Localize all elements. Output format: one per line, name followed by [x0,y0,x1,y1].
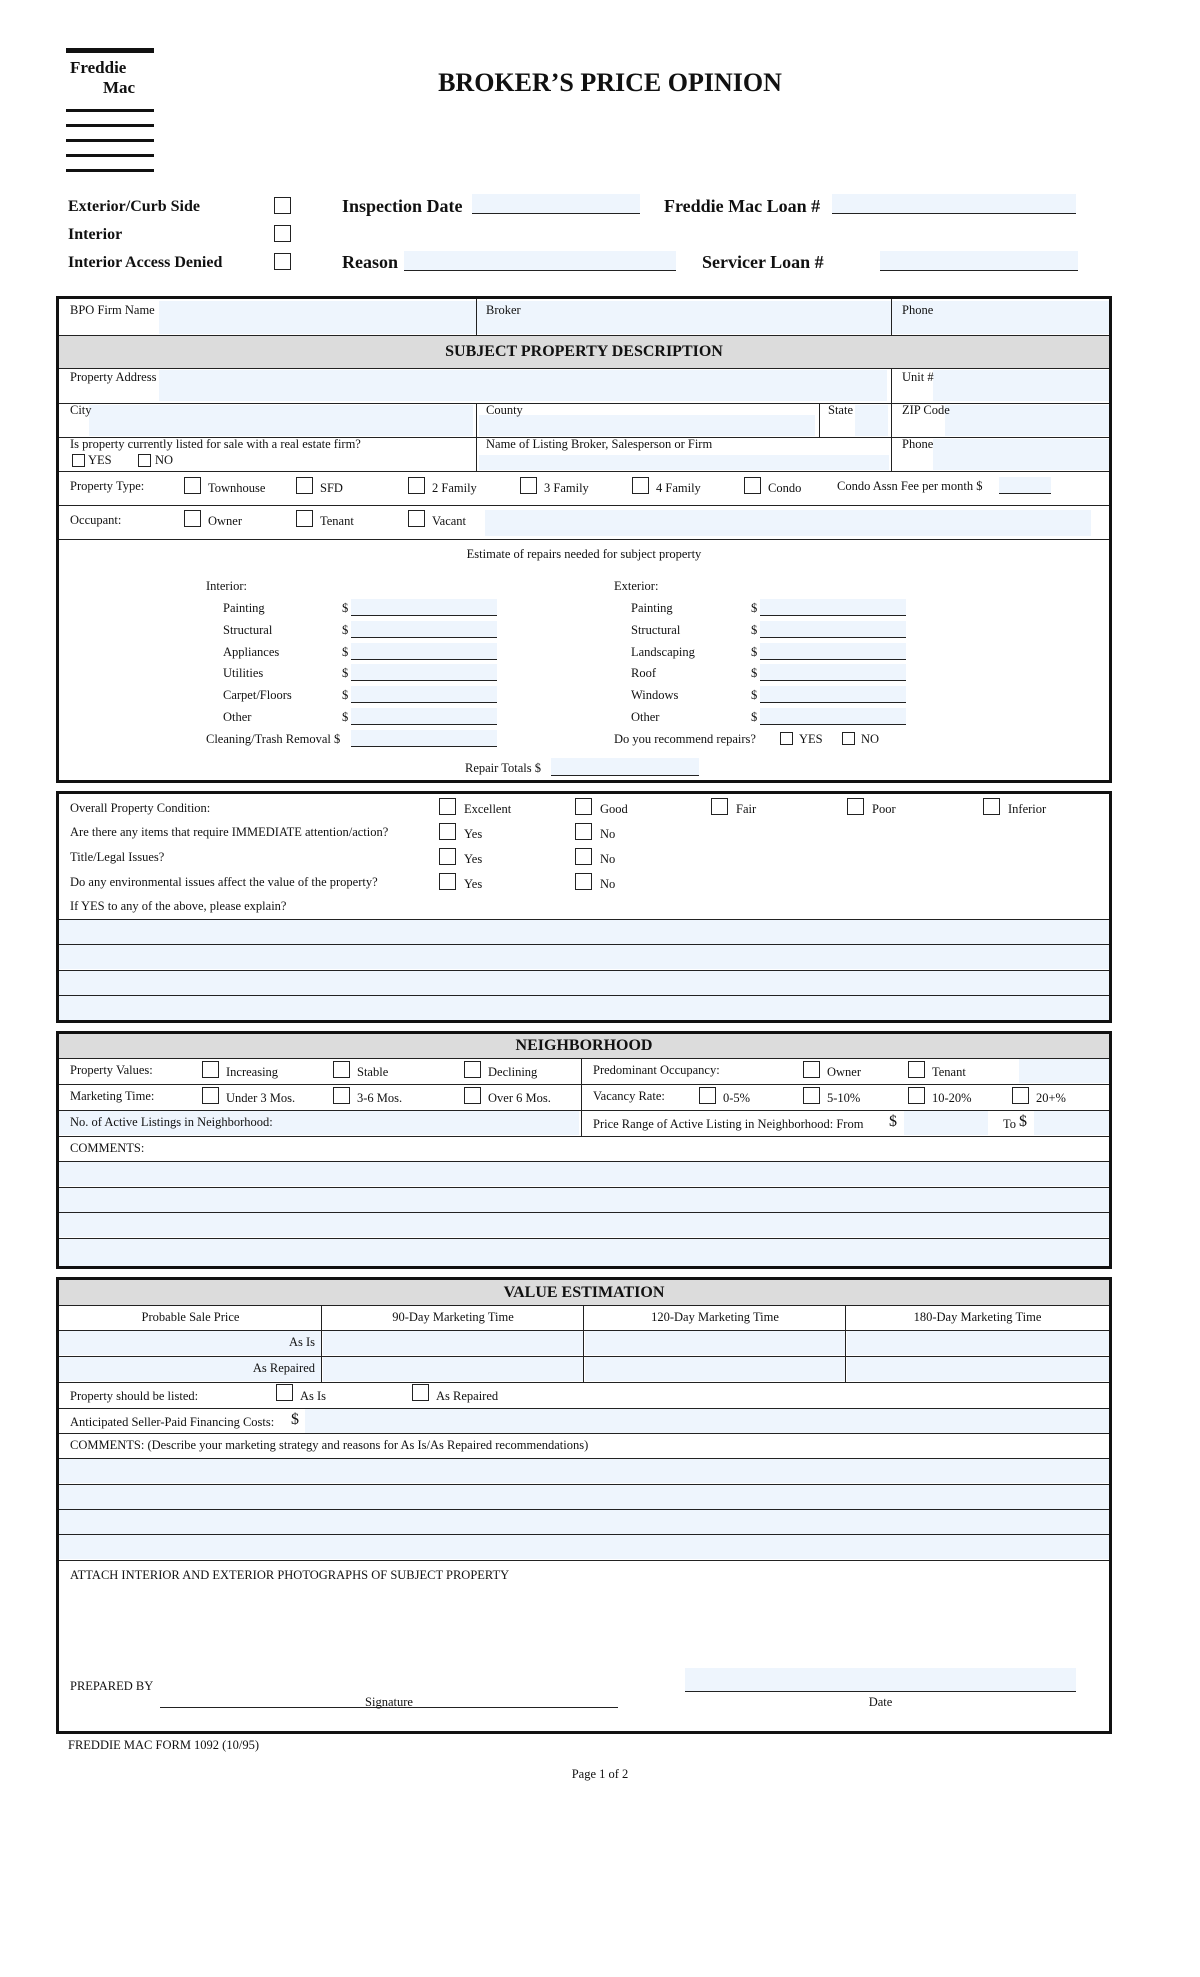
occupant-owner-label: Owner [208,514,243,528]
unit-field[interactable] [933,370,1109,401]
values-increasing-checkbox[interactable] [202,1061,219,1078]
ext-item-label: Structural [631,623,681,637]
type-4family-label: 4 Family [656,481,701,495]
condition-good-checkbox[interactable] [575,798,592,815]
type-4family-checkbox[interactable] [632,477,649,494]
listed-as-is-label: As Is [300,1389,327,1403]
immediate-yes-label: Yes [464,827,483,841]
dollar-sign: $ [751,623,758,637]
property-address-label: Property Address [70,370,157,384]
listed-as-repaired-label: As Repaired [436,1389,499,1403]
title-legal-question: Title/Legal Issues? [70,850,165,864]
ext-item-label: Other [631,710,660,724]
cleaning-field[interactable] [351,730,497,747]
condition-poor-checkbox[interactable] [847,798,864,815]
listed-as-repaired-checkbox[interactable] [412,1384,429,1401]
int-appliances-field[interactable] [351,643,497,660]
explain-line-4[interactable] [59,996,1109,1020]
listed-no-checkbox[interactable] [138,454,151,467]
dollar-sign: $ [751,710,758,724]
broker-label: Broker [486,303,521,317]
values-stable-label: Stable [357,1065,389,1079]
ext-item-label: Painting [631,601,673,615]
inspection-date-field[interactable] [472,194,640,214]
neighborhood-heading: NEIGHBORHOOD [59,1034,1109,1058]
int-item-label: Carpet/Floors [223,688,292,702]
unit-label: Unit # [902,370,934,384]
immediate-yes-checkbox[interactable] [439,823,456,840]
as-repaired-row-label: As Repaired [252,1361,315,1375]
recommend-repairs-label: Do you recommend repairs? [614,732,756,746]
ext-item-label: Roof [631,666,656,680]
dollar-sign: $ [342,601,349,615]
broker-field[interactable] [527,301,946,334]
vacancy-20plus-checkbox[interactable] [1012,1087,1029,1104]
cleaning-label: Cleaning/Trash Removal $ [206,732,341,746]
as-repaired-180-field[interactable] [847,1357,1109,1381]
servicer-loan-field[interactable] [880,251,1078,271]
condition-inferior-label: Inferior [1008,802,1047,816]
immediate-question: Are there any items that require IMMEDIATE attention/action? [70,825,389,839]
dollar-sign: $ [342,666,349,680]
price-from-dollar: $ [889,1113,897,1130]
price-to-label: To [1003,1117,1017,1131]
access-denied-label: Interior Access Denied [68,254,223,271]
price-to-field[interactable] [1034,1111,1109,1135]
listed-no-label: NO [155,453,174,467]
price-range-label: Price Range of Active Listing in Neighborhood: From [593,1117,864,1131]
col-90-day: 90-Day Marketing Time [392,1310,514,1324]
type-condo-checkbox[interactable] [744,477,761,494]
neighborhood-comments-label: COMMENTS: [70,1141,145,1155]
occupancy-owner-label: Owner [827,1065,862,1079]
date-label: Date [868,1695,893,1709]
neighborhood-comment-line-1[interactable] [59,1162,1109,1186]
int-item-label: Appliances [223,645,280,659]
ext-structural-field[interactable] [760,621,906,638]
city-label: City [70,403,92,417]
vacancy-20plus-label: 20+% [1036,1091,1066,1105]
type-condo-label: Condo [768,481,802,495]
interior-repairs-label: Interior: [206,579,247,593]
col-120-day: 120-Day Marketing Time [651,1310,779,1324]
ext-roof-field[interactable] [760,664,906,681]
phone-label: Phone [902,303,934,317]
type-townhouse-label: Townhouse [208,481,266,495]
value-comment-line-1[interactable] [59,1459,1109,1483]
value-comment-line-4[interactable] [59,1535,1109,1559]
reason-field[interactable] [404,251,676,271]
immediate-no-label: No [600,827,616,841]
occupancy-tenant-label: Tenant [932,1065,966,1079]
environmental-question: Do any environmental issues affect the value of the property? [70,875,378,889]
dollar-sign: $ [342,710,349,724]
occupant-label: Occupant: [70,513,122,527]
price-from-field[interactable] [904,1111,988,1135]
title-legal-no-checkbox[interactable] [575,848,592,865]
as-is-180-field[interactable] [847,1331,1109,1355]
subject-heading: SUBJECT PROPERTY DESCRIPTION [59,336,1109,368]
marketing-under3-label: Under 3 Mos. [226,1091,296,1105]
condo-fee-field[interactable] [999,477,1051,494]
condition-excellent-checkbox[interactable] [439,798,456,815]
environmental-no-checkbox[interactable] [575,873,592,890]
phone-field[interactable] [933,301,1109,334]
dollar-sign: $ [751,601,758,615]
servicer-loan-label: Servicer Loan # [702,252,824,272]
property-values-label: Property Values: [70,1063,153,1077]
vacancy-10-20-checkbox[interactable] [908,1087,925,1104]
as-is-row-label: As Is [288,1335,315,1349]
as-repaired-90-field[interactable] [323,1357,583,1381]
recommend-yes-label: YES [799,732,823,746]
int-structural-field[interactable] [351,621,497,638]
as-is-120-field[interactable] [585,1331,845,1355]
type-2family-label: 2 Family [432,481,477,495]
interior-label: Interior [68,226,123,243]
value-heading: VALUE ESTIMATION [59,1280,1109,1305]
active-listings-label: No. of Active Listings in Neighborhood: [70,1115,273,1129]
vacancy-0-5-checkbox[interactable] [699,1087,716,1104]
title-legal-no-label: No [600,852,616,866]
int-painting-field[interactable] [351,599,497,616]
subject-property-section [56,296,1112,783]
condition-fair-label: Fair [736,802,757,816]
ext-item-label: Landscaping [631,645,695,659]
marketing-3to6-label: 3-6 Mos. [357,1091,403,1105]
ext-landscaping-field[interactable] [760,643,906,660]
explain-line-1[interactable] [59,920,1109,944]
condition-section [56,791,1112,1023]
occupant-tenant-checkbox[interactable] [296,510,313,527]
attach-photos-note: ATTACH INTERIOR AND EXTERIOR PHOTOGRAPHS OF SUBJECT PROPERTY [70,1568,510,1582]
repair-totals-label: Repair Totals $ [465,761,541,775]
dollar-sign: $ [751,645,758,659]
explain-label: If YES to any of the above, please explain? [70,899,287,913]
freddie-loan-field[interactable] [832,194,1076,214]
listing-phone-label: Phone [902,437,934,451]
financing-label: Anticipated Seller-Paid Financing Costs: [70,1415,275,1429]
title-legal-yes-label: Yes [464,852,483,866]
condition-fair-checkbox[interactable] [711,798,728,815]
recommend-no-label: NO [861,732,880,746]
listed-as-is-checkbox[interactable] [276,1384,293,1401]
type-3family-label: 3 Family [544,481,589,495]
page-number: Page 1 of 2 [571,1767,629,1781]
exterior-checkbox[interactable] [274,197,291,214]
reason-label: Reason [342,252,399,272]
state-field[interactable] [855,405,888,436]
listed-question: Is property currently listed for sale with a real estate firm? [70,437,361,451]
occupant-owner-checkbox[interactable] [184,510,201,527]
property-type-label: Property Type: [70,479,145,493]
overall-condition-label: Overall Property Condition: [70,801,211,815]
int-item-label: Structural [223,623,273,637]
type-2family-checkbox[interactable] [408,477,425,494]
occupancy-owner-checkbox[interactable] [803,1061,820,1078]
environmental-yes-label: Yes [464,877,483,891]
dollar-sign: $ [342,623,349,637]
environmental-no-label: No [600,877,616,891]
dollar-sign: $ [342,645,349,659]
recommend-no-checkbox[interactable] [842,732,855,745]
values-increasing-label: Increasing [226,1065,279,1079]
logo-line2: Mac [103,78,136,97]
listing-broker-label: Name of Listing Broker, Salesperson or Firm [486,437,713,451]
marketing-under3-checkbox[interactable] [202,1087,219,1104]
condition-poor-label: Poor [872,802,896,816]
county-label: County [486,403,523,417]
financing-field[interactable] [305,1409,1109,1433]
ext-other-field[interactable] [760,708,906,725]
bpo-firm-label: BPO Firm Name [70,303,155,317]
date-field[interactable] [685,1668,1076,1692]
form-number: FREDDIE MAC FORM 1092 (10/95) [68,1738,259,1752]
vacancy-rate-label: Vacancy Rate: [593,1089,665,1103]
vacancy-5-10-checkbox[interactable] [803,1087,820,1104]
condo-fee-label: Condo Assn Fee per month $ [837,479,983,493]
occupant-name-field[interactable] [485,510,1091,536]
ext-painting-field[interactable] [760,599,906,616]
financing-dollar: $ [291,1411,299,1428]
dollar-sign: $ [342,688,349,702]
signature-label: Signature [365,1695,413,1709]
value-comment-line-3[interactable] [59,1510,1109,1534]
listing-phone-field[interactable] [933,439,1109,470]
marketing-over6-checkbox[interactable] [464,1087,481,1104]
explain-line-3[interactable] [59,971,1109,995]
listed-as-label: Property should be listed: [70,1389,199,1403]
vacancy-10-20-label: 10-20% [932,1091,972,1105]
neighborhood-comment-line-4[interactable] [59,1239,1109,1266]
values-declining-checkbox[interactable] [464,1061,481,1078]
interior-checkbox[interactable] [274,225,291,242]
value-comments-label: COMMENTS: (Describe your marketing strategy and reasons for As Is/As Repaired recommendations) [70,1438,589,1452]
col-180-day: 180-Day Marketing Time [913,1310,1042,1324]
occupant-tenant-label: Tenant [320,514,354,528]
listed-yes-label: YES [88,453,112,467]
int-item-label: Utilities [223,666,264,680]
neighborhood-section [56,1031,1112,1269]
marketing-over6-label: Over 6 Mos. [488,1091,551,1105]
exterior-label: Exterior/Curb Side [68,198,200,215]
repairs-title: Estimate of repairs needed for subject property [466,547,702,561]
value-estimation-section [56,1277,1112,1734]
dollar-sign: $ [751,666,758,680]
values-declining-label: Declining [488,1065,538,1079]
int-item-label: Other [223,710,252,724]
int-carpet-field[interactable] [351,686,497,703]
listed-yes-checkbox[interactable] [72,454,85,467]
zip-label: ZIP Code [902,403,950,417]
condition-inferior-checkbox[interactable] [983,798,1000,815]
marketing-time-label: Marketing Time: [70,1089,155,1103]
occupancy-label: Predominant Occupancy: [593,1063,720,1077]
neighborhood-comment-line-3[interactable] [59,1213,1109,1237]
prepared-by-label: PREPARED BY [70,1679,154,1693]
condition-good-label: Good [600,802,628,816]
occupancy-tenant-checkbox[interactable] [908,1061,925,1078]
environmental-yes-checkbox[interactable] [439,873,456,890]
marketing-3to6-checkbox[interactable] [333,1087,350,1104]
value-comment-line-2[interactable] [59,1485,1109,1509]
condition-excellent-label: Excellent [464,802,512,816]
occupant-vacant-checkbox[interactable] [408,510,425,527]
page-title: BROKER’S PRICE OPINION [438,68,782,97]
values-stable-checkbox[interactable] [333,1061,350,1078]
explain-line-2[interactable] [59,945,1109,969]
inspection-date-label: Inspection Date [342,196,463,216]
occupant-vacant-label: Vacant [432,514,467,528]
type-sfd-checkbox[interactable] [296,477,313,494]
state-label: State [828,403,853,417]
ext-item-label: Windows [631,688,679,702]
listing-broker-field[interactable] [479,455,889,470]
neighborhood-comment-line-2[interactable] [59,1188,1109,1212]
price-to-dollar: $ [1019,1113,1027,1130]
int-item-label: Painting [223,601,265,615]
property-address-field[interactable] [159,370,887,401]
col-probable-sale-price: Probable Sale Price [141,1310,240,1324]
int-other-field[interactable] [351,708,497,725]
vacancy-5-10-label: 5-10% [827,1091,861,1105]
dollar-sign: $ [751,688,758,702]
freddie-loan-label: Freddie Mac Loan # [664,196,821,216]
recommend-yes-checkbox[interactable] [780,732,793,745]
as-is-90-field[interactable] [323,1331,583,1355]
ext-windows-field[interactable] [760,686,906,703]
as-repaired-120-field[interactable] [585,1357,845,1381]
logo-line1: Freddie [70,58,127,77]
access-denied-checkbox[interactable] [274,253,291,270]
vacancy-0-5-label: 0-5% [723,1091,751,1105]
city-field[interactable] [89,405,473,436]
immediate-no-checkbox[interactable] [575,823,592,840]
repair-totals-field[interactable] [551,758,699,776]
type-3family-checkbox[interactable] [520,477,537,494]
exterior-repairs-label: Exterior: [614,579,659,593]
int-utilities-field[interactable] [351,664,497,681]
type-townhouse-checkbox[interactable] [184,477,201,494]
title-legal-yes-checkbox[interactable] [439,848,456,865]
zip-field[interactable] [945,405,1109,436]
county-field[interactable] [479,415,815,436]
type-sfd-label: SFD [320,481,343,495]
